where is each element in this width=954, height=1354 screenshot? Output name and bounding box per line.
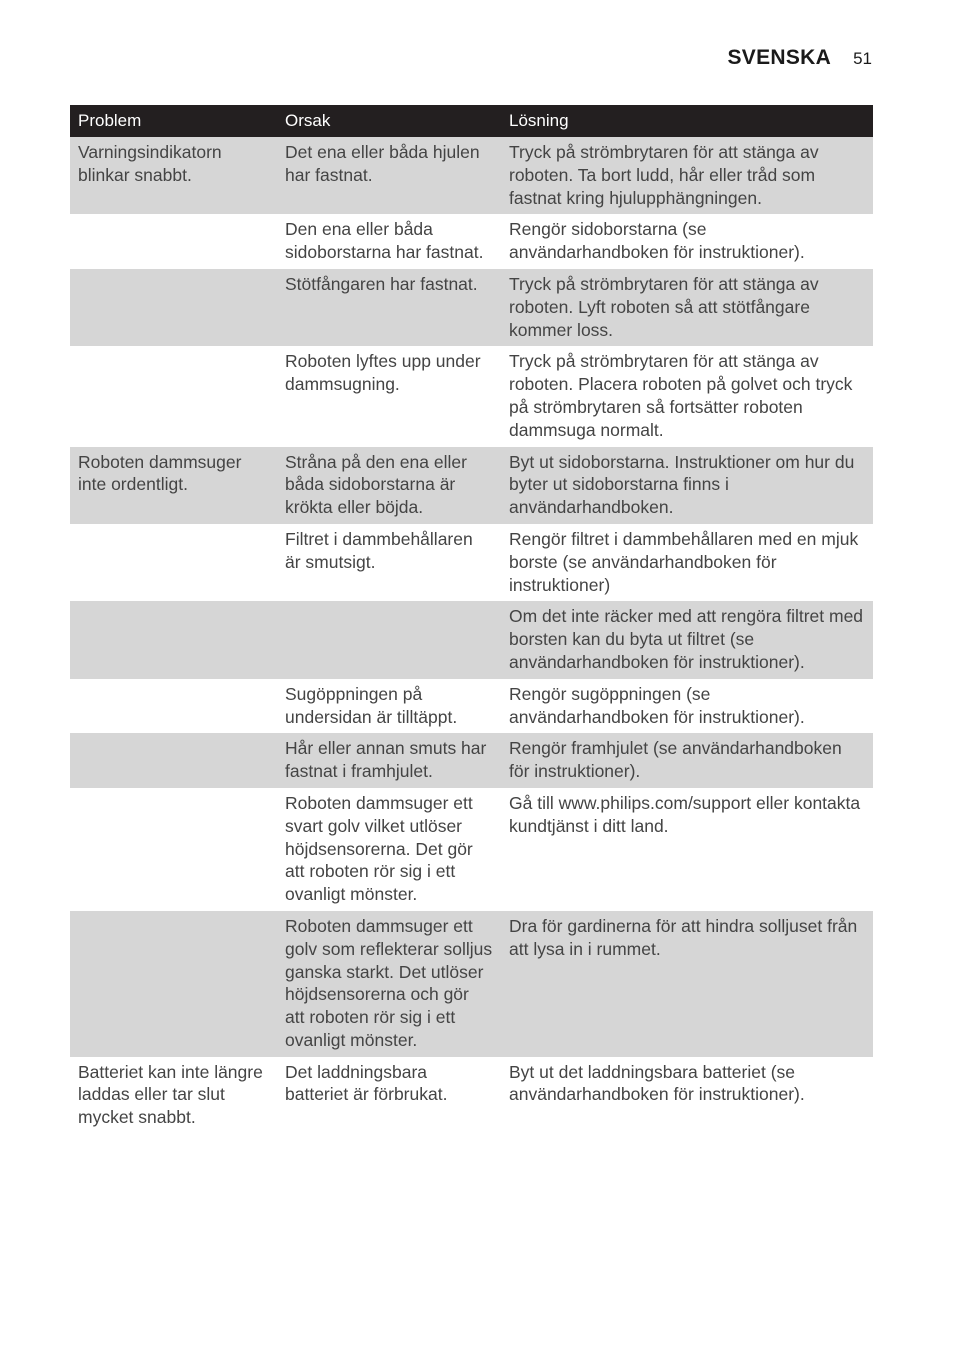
cause-cell: Den ena eller båda sidoborstarna har fastnat. — [285, 219, 484, 263]
solution-cell: Rengör framhjulet (se användarhandboken för instruktioner). — [501, 733, 873, 788]
cause-cell: Det laddningsbara batteriet är förbrukat. — [285, 1061, 448, 1105]
solution-cell: Byt ut det laddningsbara batteriet (se användarhandboken för instruktioner). — [509, 1061, 805, 1105]
table-row — [70, 788, 873, 911]
solution-cell: Gå till www.philips.com/support eller kontakta kundtjänst i ditt land. — [509, 792, 861, 836]
problem-cell — [70, 346, 277, 446]
problem-cell — [70, 679, 277, 734]
solution-cell: Rengör sugöppningen (se användarhandboken för instruktioner). — [509, 683, 805, 727]
table-row — [70, 1057, 873, 1134]
table-row — [70, 214, 873, 269]
solution-cell: Tryck på strömbrytaren för att stänga av roboten. Ta bort ludd, hår eller tråd som fastnat kring hjulupphängningen. — [501, 137, 873, 214]
solution-cell: Rengör sidoborstarna (se användarhandboken för instruktioner). — [509, 219, 805, 263]
cause-cell: Hår eller annan smuts har fastnat i framhjulet. — [277, 733, 501, 788]
solution-cell: Tryck på strömbrytaren för att stänga av roboten. Placera roboten på golvet och tryck på strömbrytaren så fortsätter roboten dammsuga normalt. — [509, 351, 853, 440]
table-row — [70, 447, 873, 524]
table-header-row — [70, 105, 873, 137]
table-row — [70, 679, 873, 734]
problem-cell — [70, 524, 277, 601]
problem-cell — [70, 911, 277, 1057]
cause-cell: Stötfångaren har fastnat. — [277, 269, 501, 346]
problem-cell: Batteriet kan inte längre laddas eller tar slut mycket snabbt. — [78, 1061, 263, 1128]
cause-cell: Filtret i dammbehållaren är smutsigt. — [285, 528, 473, 572]
cause-cell: Roboten lyftes upp under dammsugning. — [285, 351, 481, 395]
cause-cell — [277, 601, 501, 678]
problem-cell — [70, 733, 277, 788]
cause-cell: Sugöppningen på undersidan är tilltäppt. — [285, 683, 458, 727]
table-row — [70, 346, 873, 446]
solution-cell: Tryck på strömbrytaren för att stänga av roboten. Lyft roboten så att stötfångare kommer loss. — [501, 269, 873, 346]
cause-cell: Det ena eller båda hjulen har fastnat. — [277, 137, 501, 214]
solution-cell: Rengör filtret i dammbehållaren med en mjuk borste (se användarhandboken för instruktioner) — [509, 528, 859, 595]
table-row — [70, 269, 873, 346]
language-label: SVENSKA — [727, 46, 832, 69]
problem-cell: Roboten dammsuger inte ordentligt. — [70, 447, 277, 524]
problem-cell — [70, 788, 277, 911]
column-header-solution: Lösning — [501, 105, 873, 137]
table-row — [70, 911, 873, 1057]
problem-cell — [70, 601, 277, 678]
cause-cell: Roboten dammsuger ett svart golv vilket utlöser höjdsensorerna. Det gör att roboten rör sig i ett ovanligt mönster. — [285, 792, 473, 905]
column-header-problem: Problem — [70, 105, 277, 137]
table-row — [70, 137, 873, 214]
solution-cell: Byt ut sidoborstarna. Instruktioner om hur du byter ut sidoborstarna finns i användarhandboken. — [501, 447, 873, 524]
table-row — [70, 601, 873, 678]
problem-cell: Varningsindikatorn blinkar snabbt. — [70, 137, 277, 214]
table-row — [70, 733, 873, 788]
cause-cell: Stråna på den ena eller båda sidoborstarna är krökta eller böjda. — [277, 447, 501, 524]
cause-cell: Roboten dammsuger ett golv som reflekterar solljus ganska starkt. Det utlöser höjdsensorerna och gör att roboten rör sig i ett ovanligt mönster. — [277, 911, 501, 1057]
solution-cell: Om det inte räcker med att rengöra filtret med borsten kan du byta ut filtret (se användarhandboken för instruktioner). — [501, 601, 873, 678]
problem-cell — [70, 214, 277, 269]
problem-cell — [70, 269, 277, 346]
page-header — [727, 46, 872, 70]
troubleshooting-table — [70, 105, 873, 1134]
table-row — [70, 524, 873, 601]
page-number: 51 — [853, 49, 872, 68]
solution-cell: Dra för gardinerna för att hindra solljuset från att lysa in i rummet. — [501, 911, 873, 1057]
column-header-cause: Orsak — [277, 105, 501, 137]
